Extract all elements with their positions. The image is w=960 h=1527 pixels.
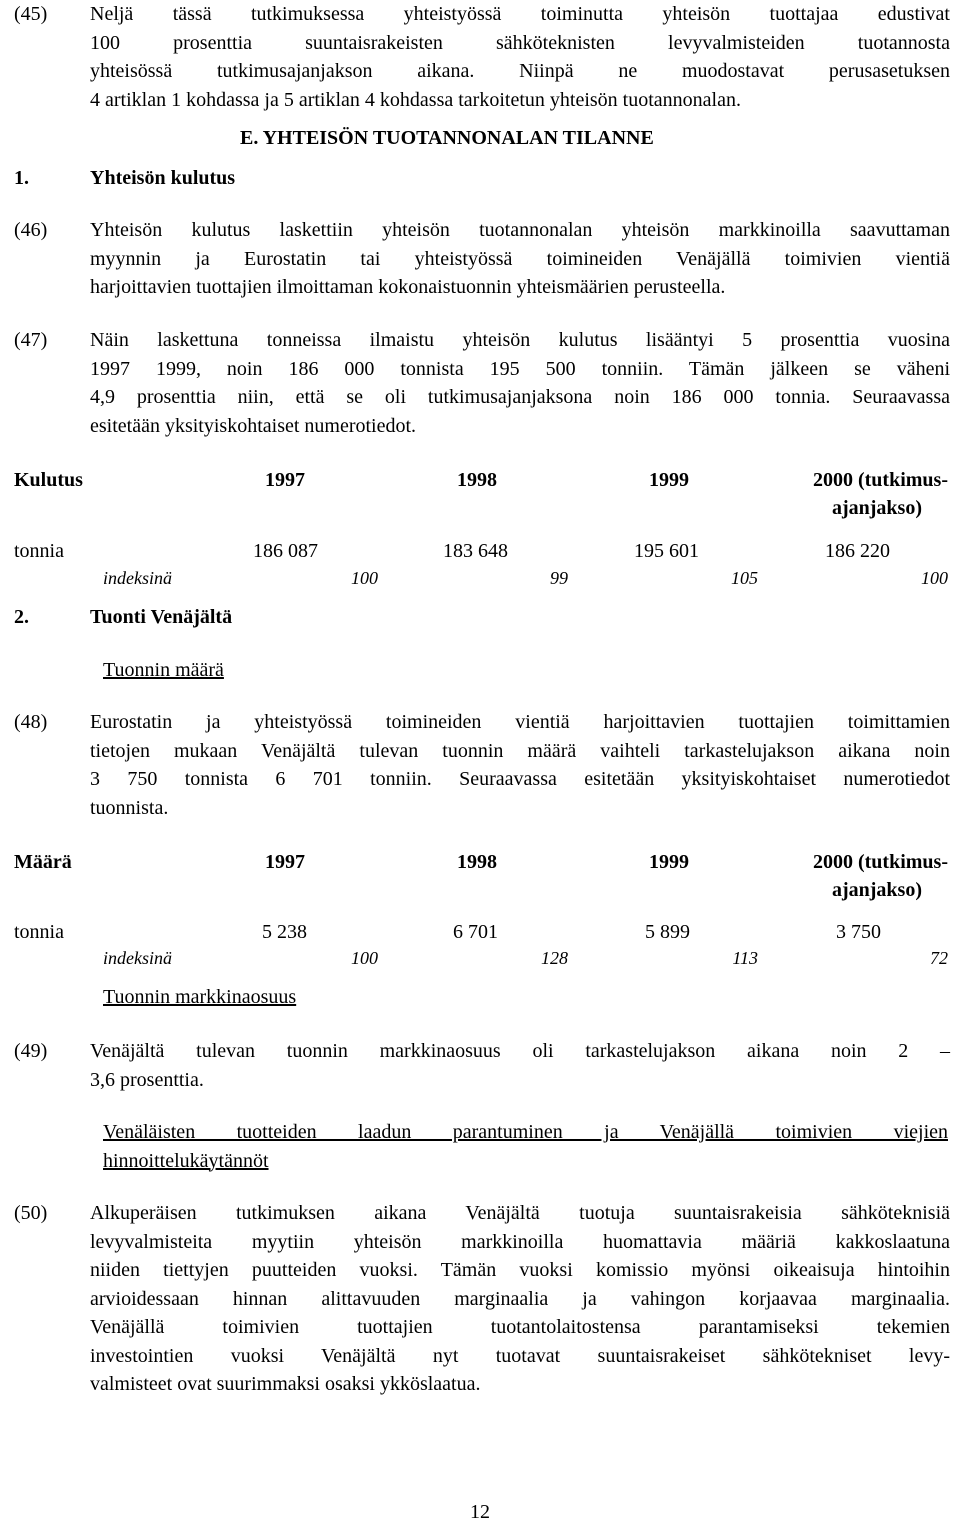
text-line: levyvalmisteita myytiin yhteisön markkinoilla huomattavia määriä kakkoslaatuna: [90, 1230, 950, 1253]
text-line: 100 prosenttia suuntaisrakeisten sähköteknisten levyvalmisteiden tuotannosta: [90, 31, 950, 54]
text-line: 4 artiklan 1 kohdassa ja 5 artiklan 4 kohdassa tarkoitetun yhteisön tuotannonalan.: [90, 88, 741, 111]
table-cell: 5 899: [645, 921, 690, 943]
index-cell: 100: [921, 568, 948, 588]
text-line: hinnoittelukäytännöt: [103, 1149, 269, 1172]
subheading-import-volume: Tuonnin määrä: [103, 659, 224, 681]
text-line: niiden tiettyjen puutteiden vuoksi. Tämän vuoksi komissio myönsi oikeaisuja hintoihin: [90, 1259, 950, 1281]
table-header-year: 1999: [649, 469, 689, 491]
table-cell: 5 238: [262, 921, 307, 943]
paragraph-number: (48): [14, 711, 48, 733]
table-cell: 3 750: [836, 921, 881, 943]
text-line: 3 750 tonnista 6 701 tonniin. Seuraavassa esitetään yksityiskohtaiset numerotiedot: [90, 768, 950, 790]
paragraph-number: (47): [14, 329, 48, 351]
text-line: Näin laskettuna tonneissa ilmaistu yhteisön kulutus lisääntyi 5 prosenttia vuosina: [90, 329, 950, 351]
table-header-label: Määrä: [14, 851, 72, 873]
table-header-year: 2000 (tutkimus-: [812, 851, 948, 873]
section-heading: E. YHTEISÖN TUOTANNONALAN TILANNE: [240, 127, 654, 149]
index-cell: 72: [930, 948, 948, 968]
paragraph-text: [90, 216, 950, 302]
table-header-year: 1997: [265, 851, 305, 873]
table-header-label: Kulutus: [14, 469, 83, 491]
text-line: Neljä tässä tutkimuksessa yhteistyössä toiminutta yhteisön tuottajaa edustivat: [90, 3, 950, 25]
index-cell: 100: [351, 948, 378, 968]
table-header-year: 1998: [457, 851, 497, 873]
subsection-title: Tuonti Venäjältä: [90, 606, 233, 628]
table-cell: 186 087: [253, 540, 318, 562]
text-line: Venäläisten tuotteiden laadun parantuminen ja Venäjällä toimivien viejien: [103, 1121, 948, 1143]
index-cell: 128: [541, 948, 568, 968]
text-line: 4,9 prosenttia niin, että se oli tutkimusajanjaksona noin 186 000 tonnia. Seuraavassa: [90, 386, 950, 408]
paragraph-number: (45): [14, 3, 48, 25]
subheading-market-share: Tuonnin markkinaosuus: [103, 986, 297, 1008]
paragraph-number: (46): [14, 219, 48, 241]
index-cell: 100: [351, 568, 378, 588]
text-line: arvioidessaan hinnan alittavuuden marginaalia ja vahingon korjaavaa marginaalia.: [90, 1287, 950, 1310]
subsection-title: Yhteisön kulutus: [90, 167, 236, 189]
index-cell: 105: [731, 568, 758, 588]
text-line: yhteisössä tutkimusajanjakson aikana. Niinpä ne muodostavat perusasetuksen: [90, 60, 950, 82]
index-label: indeksinä: [103, 948, 172, 968]
text-line: Alkuperäisen tutkimuksen aikana Venäjältä tuotuja suuntaisrakeisia sähköteknisiä: [90, 1202, 950, 1224]
text-line: tietojen mukaan Venäjältä tulevan tuonnin määrä vaihteli tarkastelujakson aikana noin: [90, 739, 950, 762]
table-header-year: 1997: [265, 469, 305, 491]
text-line: Venäjällä toimivien tuottajien tuotantolaitostensa parantamiseksi tekemien: [90, 1316, 950, 1338]
table-header-year: 1999: [649, 851, 689, 873]
table-cell: 183 648: [443, 540, 508, 562]
table-row-label: tonnia: [14, 921, 64, 943]
text-line: 1997 1999, noin 186 000 tonnista 195 500 tonniin. Tämän jälkeen se väheni: [90, 357, 950, 380]
text-line: Venäjältä tulevan tuonnin markkinaosuus oli tarkastelujakson aikana noin 2 –: [90, 1040, 950, 1062]
table-header-year-cont: ajanjakso): [831, 879, 922, 901]
text-line: Yhteisön kulutus laskettiin yhteisön tuotannonalan yhteisön markkinoilla saavuttaman: [90, 219, 950, 241]
paragraph-text: [90, 708, 950, 822]
text-line: investointien vuoksi Venäjältä nyt tuotavat suuntaisrakeiset sähkötekniset levy-: [90, 1344, 950, 1367]
text-line: valmisteet ovat suurimmaksi osaksi ykköslaatua.: [90, 1373, 481, 1395]
paragraph-text: [90, 1199, 950, 1399]
paragraph-number: (50): [14, 1202, 48, 1224]
text-line: tuonnista.: [90, 796, 169, 819]
paragraph-text: [90, 326, 950, 440]
index-cell: 99: [550, 568, 568, 588]
table-cell: 6 701: [453, 921, 498, 943]
subheading-quality: [103, 1118, 948, 1175]
paragraph-text: [90, 1037, 950, 1094]
subsection-number: 2.: [14, 606, 29, 628]
index-cell: 113: [732, 948, 758, 968]
table-cell: 195 601: [634, 540, 699, 562]
text-line: Eurostatin ja yhteistyössä toimineiden vientiä harjoittavien tuottajien toimittamien: [90, 711, 950, 733]
text-line: harjoittavien tuottajien ilmoittaman kokonaistuonnin yhteismäärien perusteella.: [90, 276, 726, 298]
table-header-year: 1998: [457, 469, 497, 491]
table-header-year-cont: ajanjakso): [831, 497, 922, 519]
table-cell: 186 220: [825, 540, 890, 562]
text-line: 3,6 prosenttia.: [90, 1068, 204, 1091]
subsection-number: 1.: [14, 167, 29, 189]
index-label: indeksinä: [103, 568, 172, 588]
paragraph-text: [90, 0, 950, 114]
table-header-year: 2000 (tutkimus-: [812, 469, 948, 491]
page-number: 12: [470, 1501, 490, 1523]
paragraph-number: (49): [14, 1040, 48, 1062]
text-line: esitetään yksityiskohtaiset numerotiedot.: [90, 414, 417, 437]
text-line: myynnin ja Eurostatin tai yhteistyössä toimineiden Venäjällä toimivien vientiä: [90, 247, 950, 270]
table-row-label: tonnia: [14, 540, 64, 562]
